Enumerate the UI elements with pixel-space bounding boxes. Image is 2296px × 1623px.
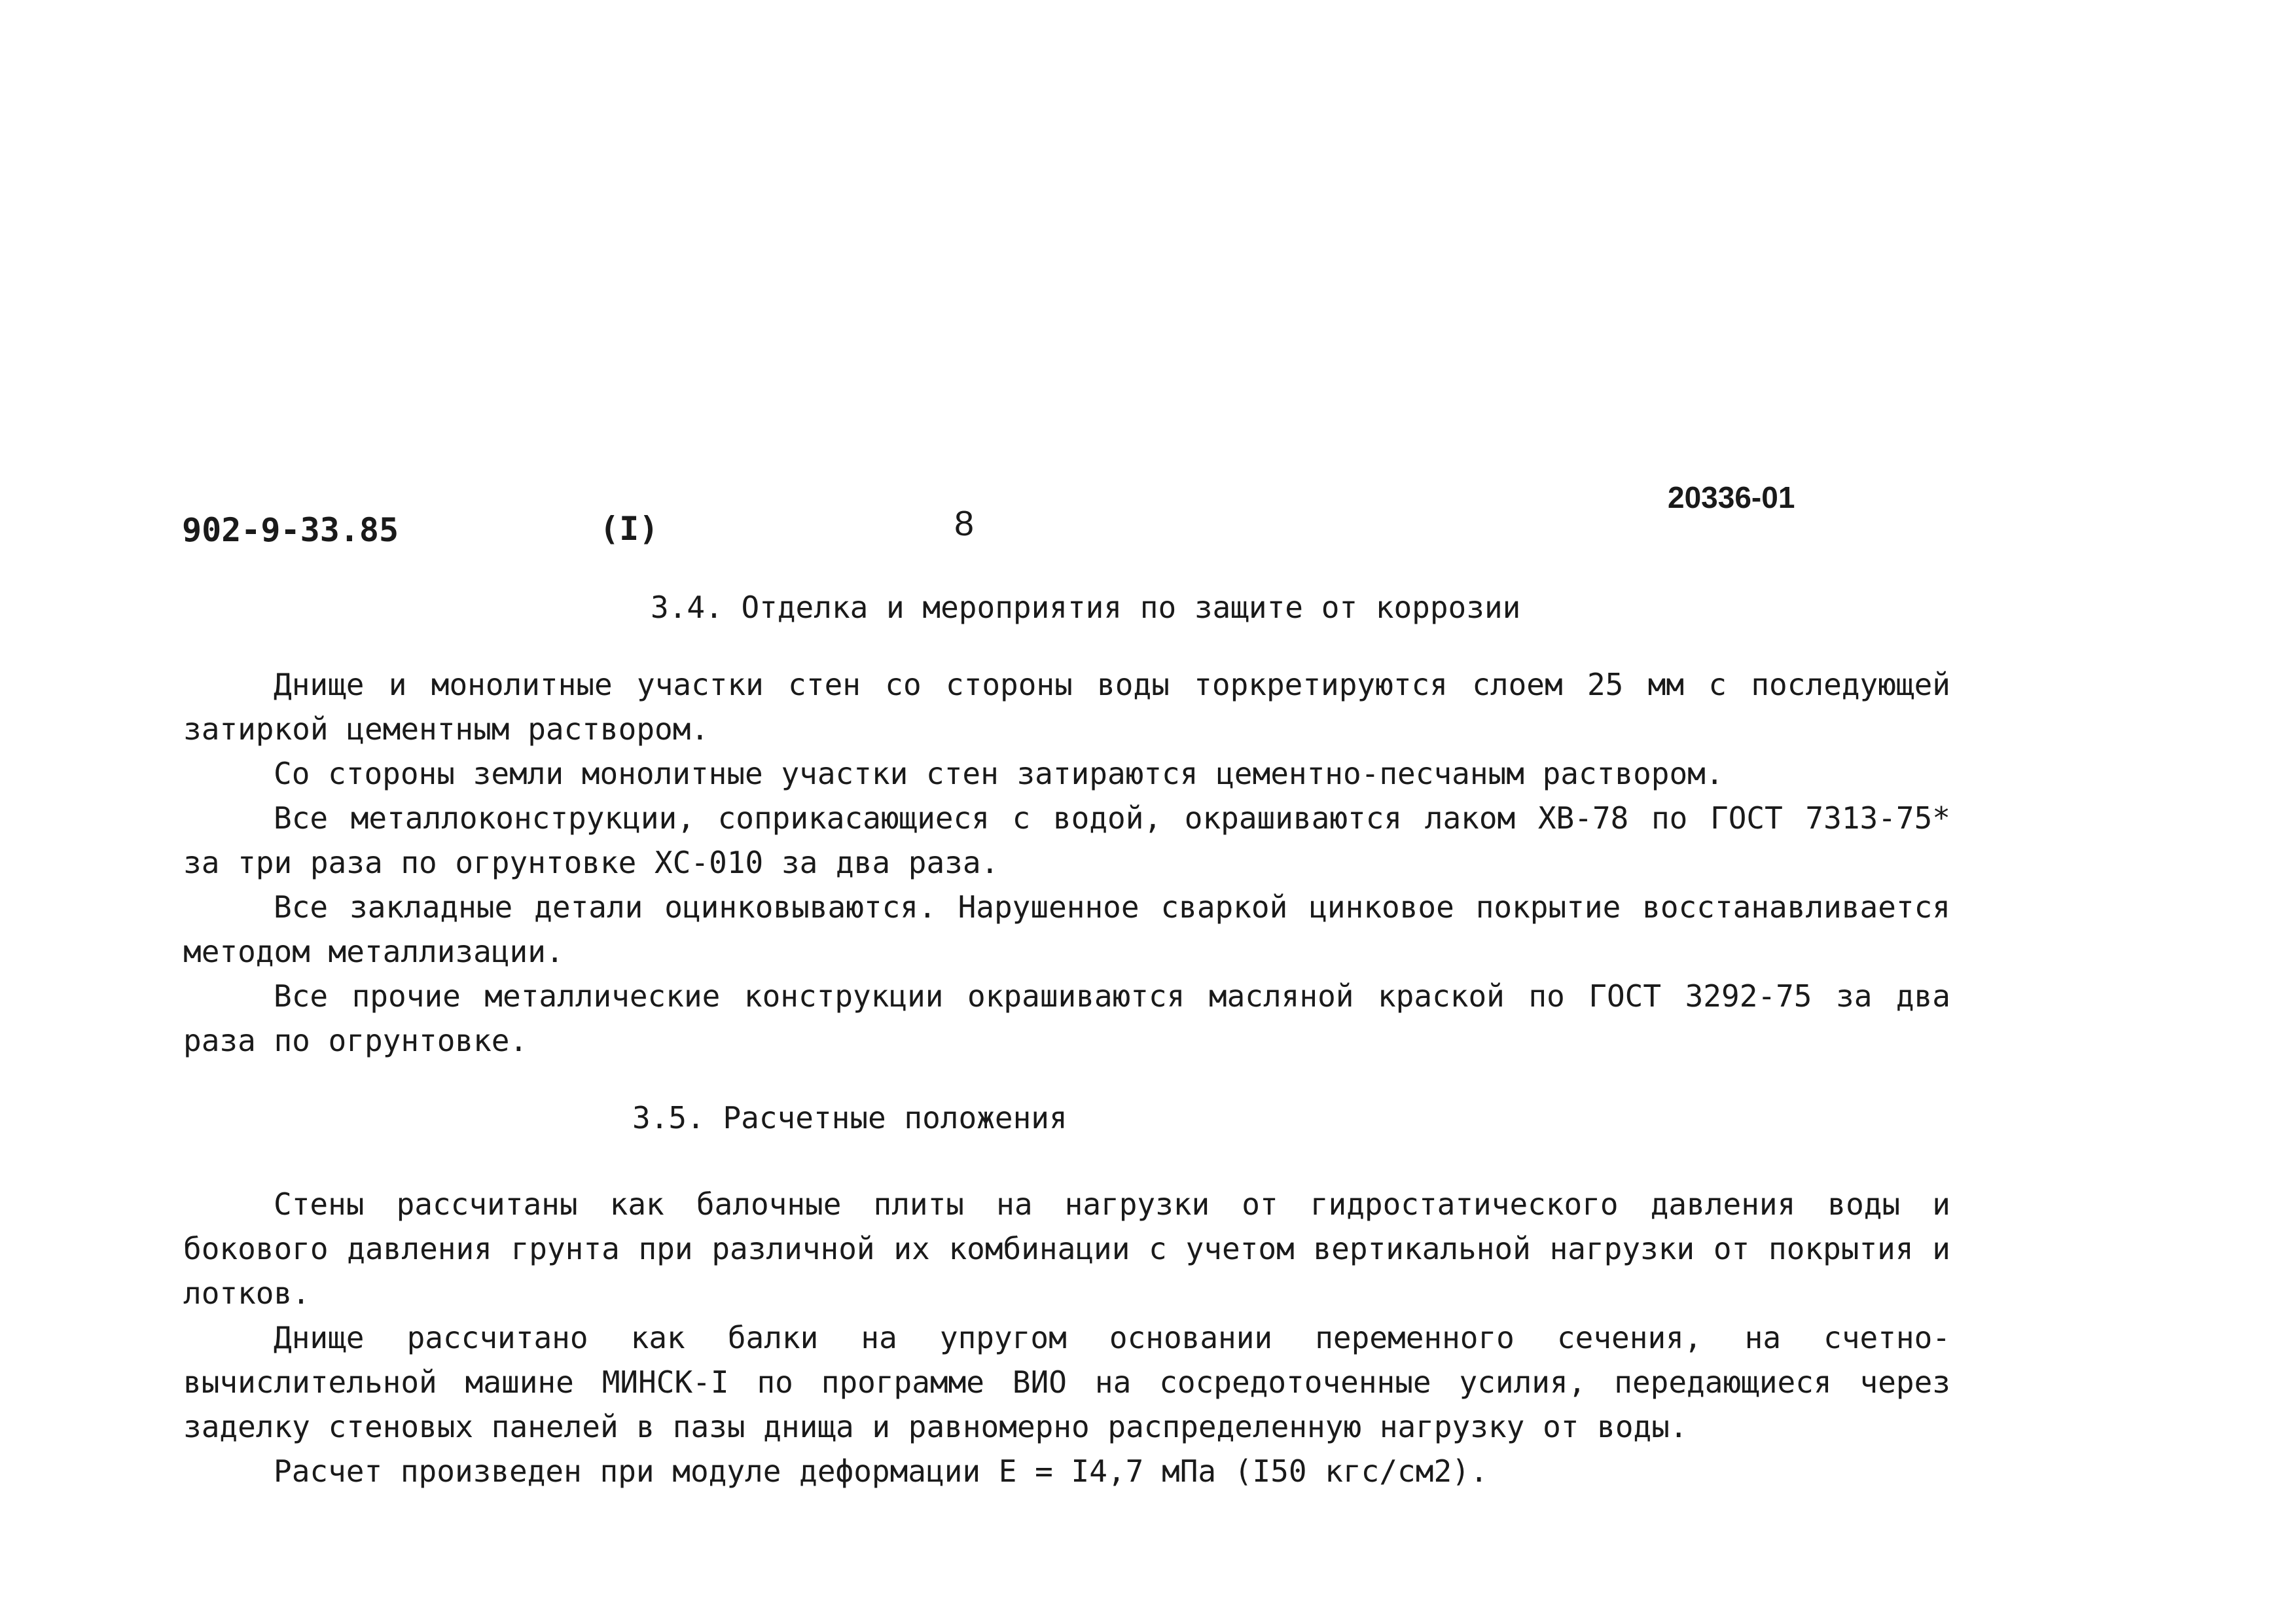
paragraph: Все металлоконструкции, соприкасающиеся с водой, окрашиваются лаком ХВ-78 по ГОСТ 7313-75* за три раза по огрунтовке ХС-010 за два раза.	[183, 800, 1969, 880]
project-code: 902-9-33.85	[182, 511, 399, 549]
paragraph: Стены рассчитаны как балочные плиты на нагрузки от гидростатического давления воды и бокового давления грунта при различной их комбинации с учетом вертикальной нагрузки от покрытия и лотков.	[183, 1186, 1969, 1311]
paragraph: Все прочие металлические конструкции окрашиваются масляной краской по ГОСТ 3292-75 за два раза по огрунтовке.	[183, 978, 1969, 1058]
paragraph: Расчет произведен при модуле деформации Е = I4,7 мПа (I50 кгс/см2).	[274, 1454, 1488, 1489]
section-body-corrosion-protection	[183, 662, 1969, 1063]
paragraph: Со стороны земли монолитные участки стен затираются цементно-песчаным раствором.	[274, 756, 1724, 791]
paragraph: Днище и монолитные участки стен со стороны воды торкретируются слоем 25 мм с последующей затиркой цементным раствором.	[183, 667, 1969, 747]
inventory-number: 20336-01	[1668, 480, 1795, 514]
section-body-calculation-provisions	[183, 1182, 1969, 1493]
paragraph: Днище рассчитано как балки на упругом основании переменного сечения, на счетно-вычислительной машине МИНСК-I по программе ВИО на сосредоточенные усилия, передающиеся через заделку стеновых панелей в пазы днища и равномерно распределенную нагрузку от воды.	[183, 1320, 1969, 1444]
section-title-calculation-provisions: 3.5. Расчетные положения	[632, 1100, 1067, 1135]
sheet-number: (I)	[600, 510, 659, 548]
paragraph: Все закладные детали оцинковываются. Нарушенное сваркой цинковое покрытие восстанавливается методом металлизации.	[183, 889, 1969, 969]
section-title-corrosion-protection: 3.4. Отделка и мероприятия по защите от коррозии	[651, 590, 1521, 625]
page-number: 8	[954, 504, 975, 543]
